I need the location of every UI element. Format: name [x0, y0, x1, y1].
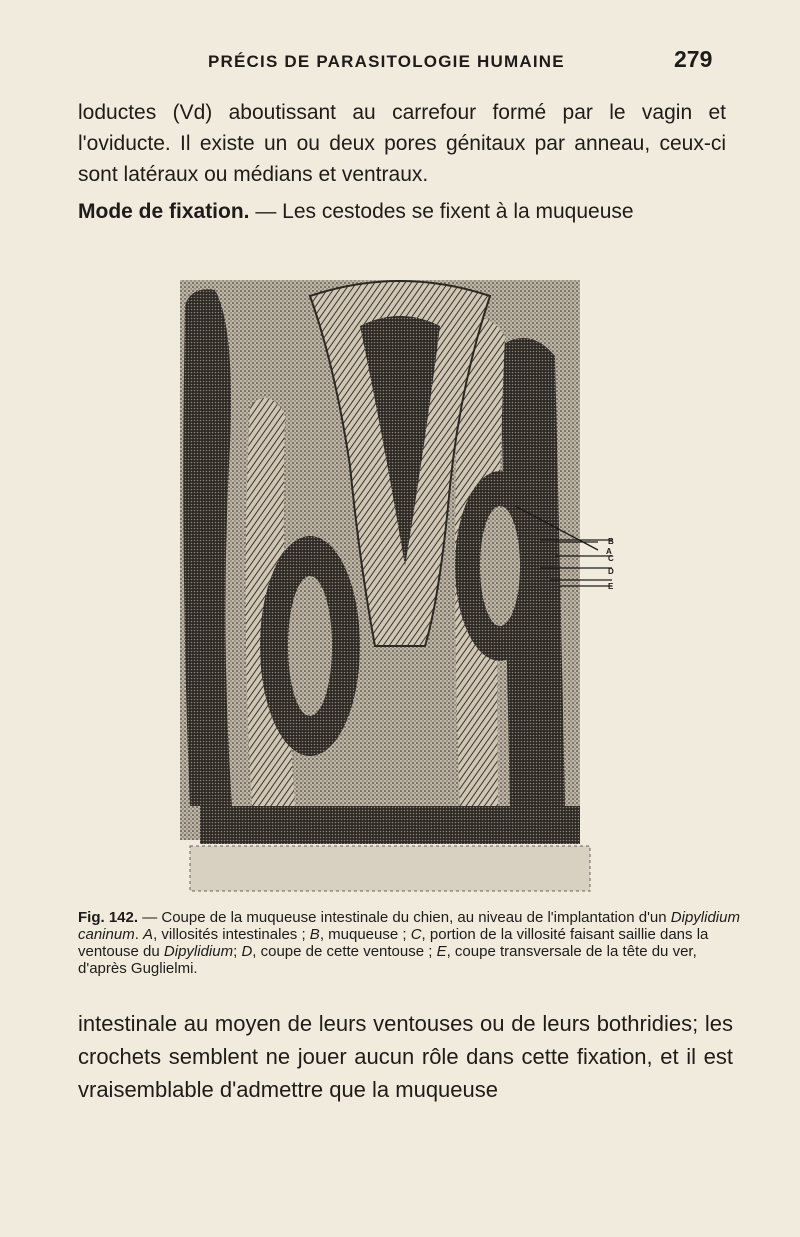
label-E: E: [608, 582, 614, 591]
caption-text: .: [134, 926, 144, 943]
figure-caption: [78, 909, 742, 977]
label-B: B: [608, 537, 614, 546]
caption-figure-number: Fig. 142.: [78, 909, 139, 926]
caption-letter-b: B: [309, 926, 320, 943]
caption-text: , portion de la villosité faisant saillie dans la ventouse du: [78, 926, 709, 960]
body-paragraph-top: loductes (Vd) aboutissant au carrefour formé par le vagin et l'oviducte. Il existe un ou deux pores génitaux par anneau, ceux-ci sont latéraux ou médians et ventraux.: [78, 101, 726, 186]
caption-text: ;: [233, 943, 242, 960]
caption-text: , villosités intestinales ;: [153, 926, 310, 943]
running-title: PRÉCIS DE PARASITOLOGIE HUMAINE: [208, 52, 565, 71]
caption-genus: Dipylidium: [163, 943, 234, 960]
page-number: 279: [674, 46, 713, 72]
caption-species: Dipylidium caninum: [78, 909, 740, 943]
caption-text: , coupe transversale de la tête du ver, d'après Guglielmi.: [78, 943, 697, 977]
caption-text: , coupe de cette ventouse ;: [252, 943, 437, 960]
body-paragraph-bottom: intestinale au moyen de leurs ventouses ou de leurs bothridies; les crochets semblent ne jouer aucun rôle dans cette fixation, et il est vraisemblable d'admettre que la muqueuse: [78, 1011, 733, 1102]
label-C: C: [608, 554, 614, 563]
label-A: A: [606, 547, 612, 556]
caption-letter-c: C: [410, 926, 422, 943]
section-heading: Mode de fixation.: [78, 200, 250, 223]
section-line: [78, 200, 738, 224]
caption-text: , muqueuse ;: [319, 926, 411, 943]
histology-figure: [160, 266, 630, 898]
caption-letter-a: A: [143, 926, 154, 943]
section-text: — Les cestodes se fixent à la muqueuse: [249, 200, 634, 223]
mucosa-layer: [190, 806, 590, 891]
figure-labels: [606, 537, 614, 591]
caption-text: — Coupe de la muqueuse intestinale du chien, au niveau de l'implantation d'un: [138, 909, 671, 926]
caption-letter-d: D: [241, 943, 253, 960]
caption-letter-e: E: [436, 943, 447, 960]
label-D: D: [608, 567, 614, 576]
page-header: [0, 44, 800, 84]
